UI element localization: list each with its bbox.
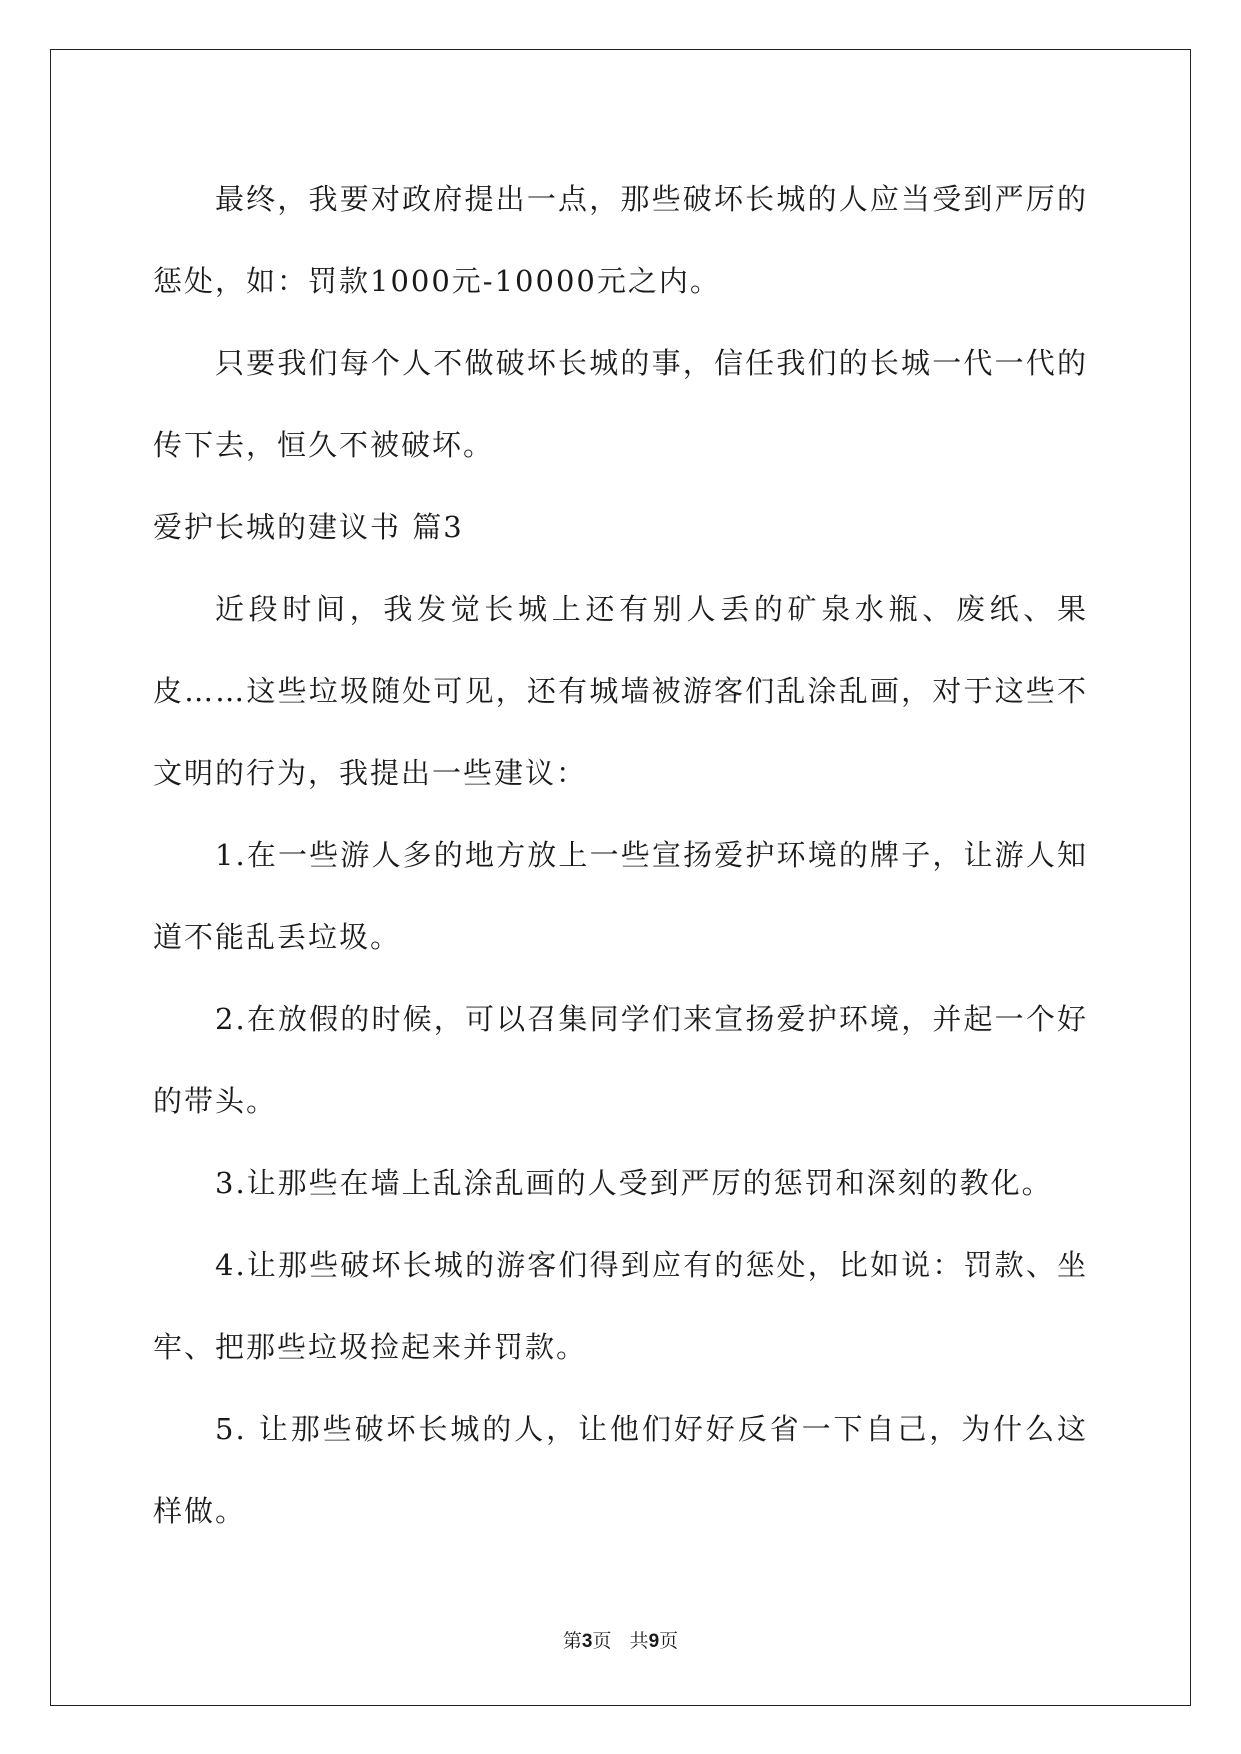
paragraph-2: 只要我们每个人不做破坏长城的事，信任我们的长城一代一代的传下去，恒久不被破坏。: [153, 346, 1088, 462]
section-heading: 爱护长城的建议书 篇3: [153, 510, 464, 544]
footer-suffix: 页: [659, 1630, 679, 1652]
document-body: [153, 158, 1088, 1552]
paragraph-3: 近段时间，我发觉长城上还有别人丢的矿泉水瓶、废纸、果皮……这些垃圾随处可见，还有城墙被游客们乱涂乱画，对于这些不文明的行为，我提出一些建议：: [153, 592, 1088, 790]
suggestion-2: 2.在放假的时候，可以召集同学们来宣扬爱护环境，并起一个好的带头。: [153, 1002, 1088, 1118]
footer-page-number: 3: [581, 1631, 593, 1652]
footer-prefix: 第: [562, 1630, 582, 1652]
suggestion-1: 1.在一些游人多的地方放上一些宣扬爱护环境的牌子，让游人知道不能乱丢垃圾。: [153, 838, 1088, 954]
footer-total-pages: 9: [648, 1631, 660, 1652]
paragraph-1: 最终，我要对政府提出一点，那些破坏长城的人应当受到严厉的惩处，如：罚款1000元-10000元之内。: [153, 182, 1088, 298]
suggestion-3: 3.让那些在墙上乱涂乱画的人受到严厉的惩罚和深刻的教化。: [215, 1166, 1053, 1200]
suggestion-5: 5. 让那些破坏长城的人，让他们好好反省一下自己，为什么这样做。: [153, 1412, 1088, 1528]
page-footer: [0, 1626, 1241, 1653]
suggestion-4: 4.让那些破坏长城的游客们得到应有的惩处，比如说：罚款、坐牢、把那些垃圾捡起来并罚款。: [153, 1248, 1088, 1364]
footer-middle: 页 共: [592, 1630, 649, 1652]
